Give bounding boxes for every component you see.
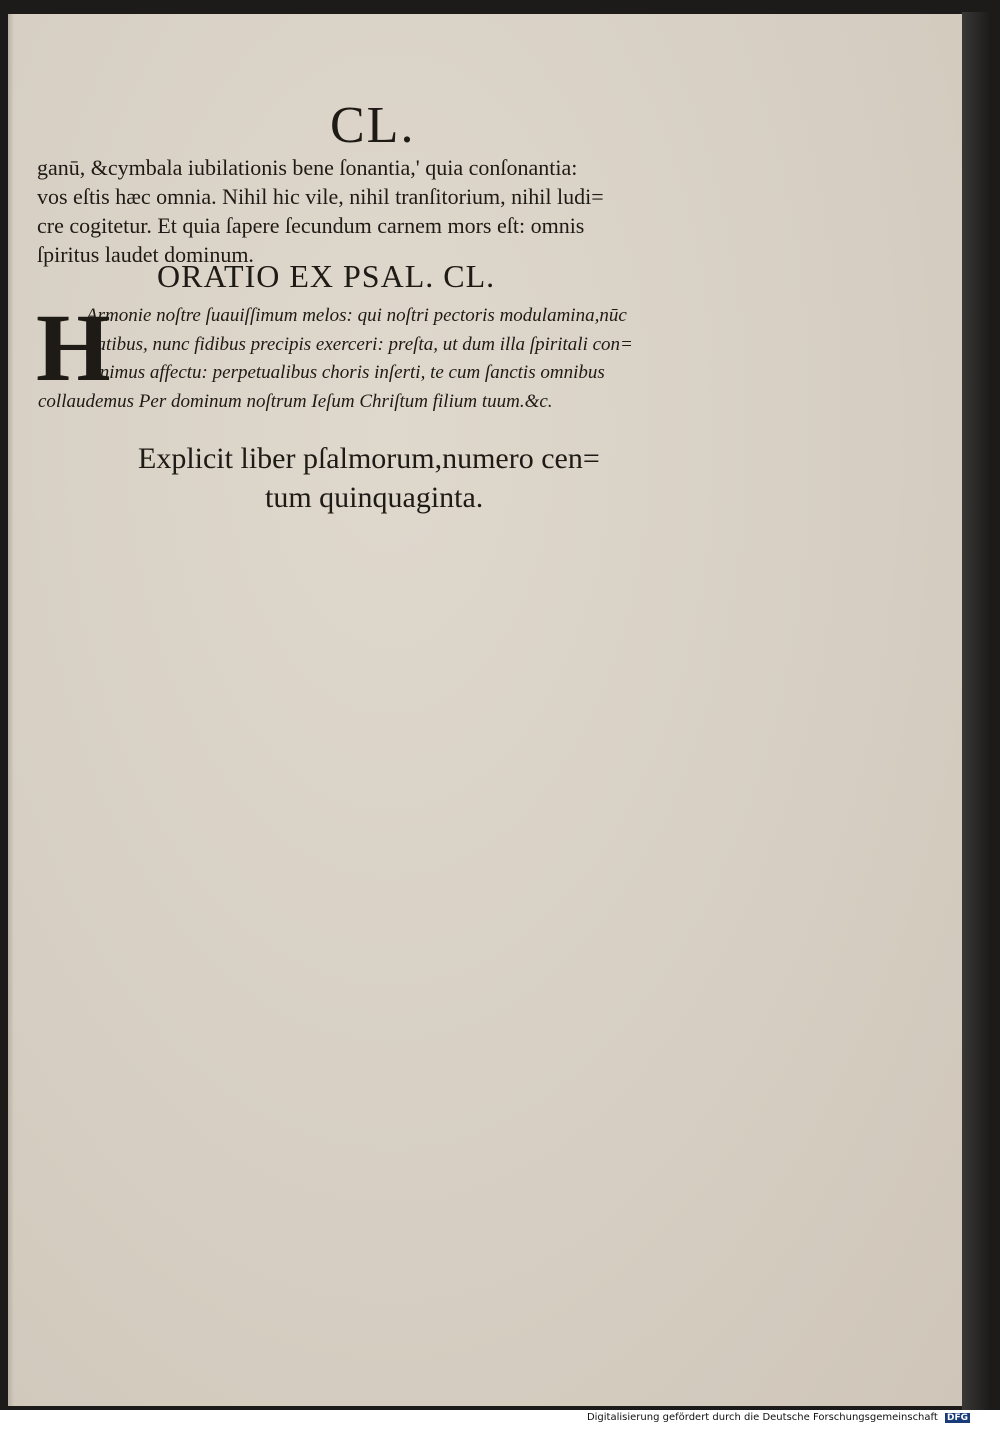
body-line-2: vos eſtis hæc omnia. Nihil hic vile, nihil tranſitorium, nihil ludi=: [37, 184, 604, 209]
explicit-line-2: tum quinquaginta.: [265, 481, 484, 514]
page-edge: [8, 14, 14, 1406]
explicit-line-1: Explicit liber pſalmorum,numero cen=: [138, 442, 600, 475]
body-line-1: ganū, &cymbala iubilationis bene ſonantia,' quia conſonantia:: [37, 155, 578, 180]
prayer-line-2: flatibus, nunc fidibus precipis exerceri: preſta, ut dum illa ſpiritali con=: [86, 334, 633, 355]
credit-text: Digitalisierung gefördert durch die Deutsche Forschungsgemeinschaft: [586, 1412, 938, 1423]
body-line-3: cre cogitetur. Et quia ſapere ſecundum carnem mors eſt: omnis: [37, 213, 585, 238]
prayer-line-1: Armonie noſtre ſuauiſſimum melos: qui noſtri pectoris modulamina,nūc: [86, 305, 627, 326]
digitization-credit: [587, 1412, 970, 1423]
oratio-heading: ORATIO EX PSAL. CL.: [157, 258, 496, 294]
prayer-line-3: cinimus affectu: perpetualibus choris inſerti, te cum ſanctis omnibus: [86, 362, 605, 383]
drop-initial: H: [36, 294, 111, 401]
dfg-logo-icon: DFG: [946, 1413, 968, 1423]
prayer-line-4: collaudemus Per dominum noſtrum Ieſum Chriſtum filium tuum.&c.: [38, 391, 553, 412]
body-line-4: ſpiritus laudet dominum.: [37, 242, 254, 267]
page-headline: CL.: [330, 97, 416, 154]
page-shadow: [962, 12, 992, 1410]
